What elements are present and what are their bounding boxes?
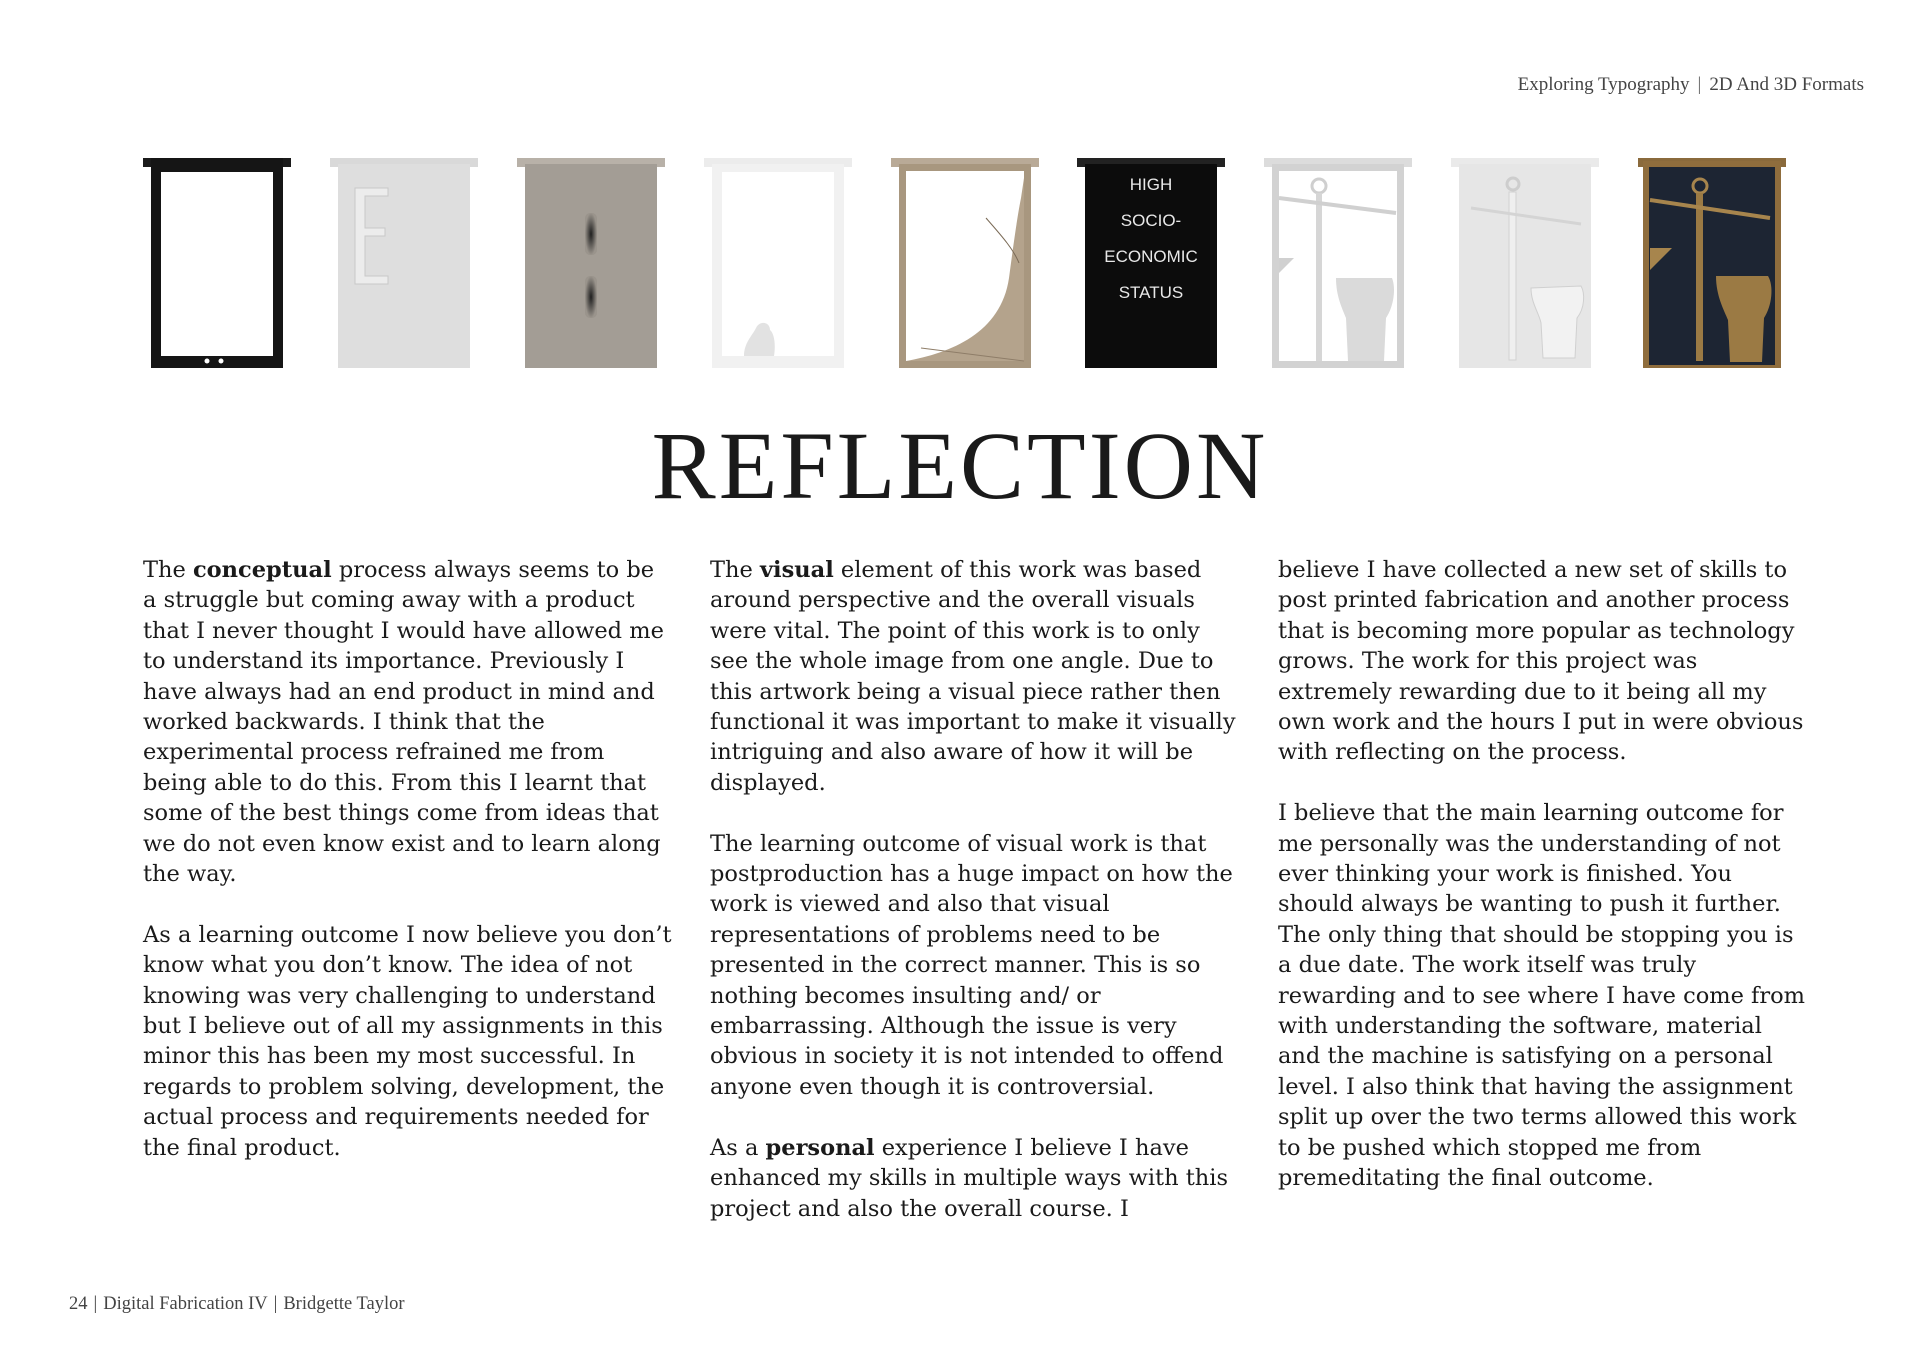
- artwork-panel-black-frame: [143, 158, 291, 368]
- artwork-panel-white-frame-figure: [704, 158, 852, 368]
- paragraph: [1278, 555, 1808, 768]
- paragraph-text: As a: [710, 1134, 766, 1161]
- artwork-panel-scales-white: [1451, 158, 1599, 368]
- paragraph: [710, 1133, 1240, 1224]
- artwork-panel-wood-leaf: [891, 158, 1039, 368]
- footer-course: Digital Fabrication IV: [103, 1294, 268, 1314]
- paragraph-text: element of this work was based around perspective and the overall visuals were vital. The point of this work is to only see the whole image from one angle. Due to this artwork being a visual piece rather then functional it was important to make it visually intriguing and also aware of how it will be displayed.: [710, 557, 1236, 796]
- artwork-panel-black-text: [1077, 158, 1225, 368]
- panel-text-line-3: ECONOMIC: [1104, 247, 1199, 266]
- page-number: 24: [69, 1294, 88, 1314]
- running-header: [1518, 74, 1864, 96]
- header-subtitle: 2D And 3D Formats: [1709, 74, 1864, 95]
- paragraph-emphasis: conceptual: [192, 557, 332, 583]
- paragraph: [710, 829, 1240, 1103]
- paragraph-text: The learning outcome of visual work is that postproduction has a huge impact on how the work is viewed and also that visual representations of problems need to be presented in the correct manner. This is so nothing becomes insulting and/ or embarrassing. Although the issue is very obvious in society it is not intended to offend anyone even though it is controversial.: [710, 830, 1233, 1100]
- paragraph-text: experience I believe I have enhanced my skills in multiple ways with this project and also the overall course. I: [710, 1134, 1229, 1222]
- page-footer: [69, 1294, 405, 1315]
- paragraph-text: believe I have collected a new set of skills to post printed fabrication and another process that is becoming more popular as technology grows. The work for this project was extremely rewarding due to it being all my own work and the hours I put in were obvious with reflecting on the process.: [1278, 557, 1804, 766]
- artwork-panel-grey-slits: [517, 158, 665, 368]
- paragraph-text: I believe that the main learning outcome for me personally was the understanding of not ever thinking your work is finished. You should always be wanting to push it further. The only thing that should be stopping you is a due date. The work itself was truly rewarding and to see where I have come from with understanding the software, material and the machine is satisfying on a personal level. I also think that having the assignment split up over the two terms allowed this work to be pushed which stopped me from premeditating the final outcome.: [1278, 800, 1806, 1192]
- artwork-panel-white-e: [330, 158, 478, 368]
- page-title: REFLECTION: [651, 412, 1269, 519]
- panel-text-line-2: SOCIO-: [1121, 211, 1182, 230]
- paragraph-text: The: [143, 557, 193, 583]
- footer-separator: |: [93, 1294, 98, 1314]
- paragraph-text: The: [710, 557, 760, 583]
- artwork-panel-scales-light: [1264, 158, 1412, 368]
- paragraph-emphasis: visual: [759, 557, 834, 583]
- text-column-1: [143, 555, 673, 1194]
- artwork-gallery: [143, 158, 1786, 368]
- paragraph: [1278, 798, 1808, 1193]
- artwork-panel-scales-bronze: [1638, 158, 1786, 368]
- panel-text-line-1: HIGH: [1130, 175, 1173, 194]
- footer-separator: |: [273, 1294, 278, 1314]
- paragraph: [143, 555, 673, 889]
- paragraph-text: process always seems to be a struggle but coming away with a product that I never thought I would have allowed me to understand its importance. Previously I have always had an end product in mind and worked backwards. I think that the experimental process refrained me from being able to do this. From this I learnt that some of the best things come from ideas that we do not even know exist and to learn along the way.: [143, 557, 664, 888]
- paragraph-emphasis: personal: [765, 1134, 875, 1161]
- text-column-3: [1278, 555, 1808, 1224]
- header-section-title: Exploring Typography: [1517, 74, 1690, 95]
- paragraph: [710, 555, 1240, 798]
- paragraph-text: As a learning outcome I now believe you don’t know what you don’t know. The idea of not knowing was very challenging to understand but I believe out of all my assignments in this minor this has been my most successful. In regards to problem solving, development, the actual process and requirements needed for the final product.: [143, 921, 672, 1161]
- footer-author: Bridgette Taylor: [283, 1294, 405, 1314]
- paragraph: [143, 920, 673, 1163]
- header-separator: |: [1697, 74, 1702, 95]
- text-column-2: [710, 555, 1240, 1254]
- panel-text-line-4: STATUS: [1119, 283, 1184, 302]
